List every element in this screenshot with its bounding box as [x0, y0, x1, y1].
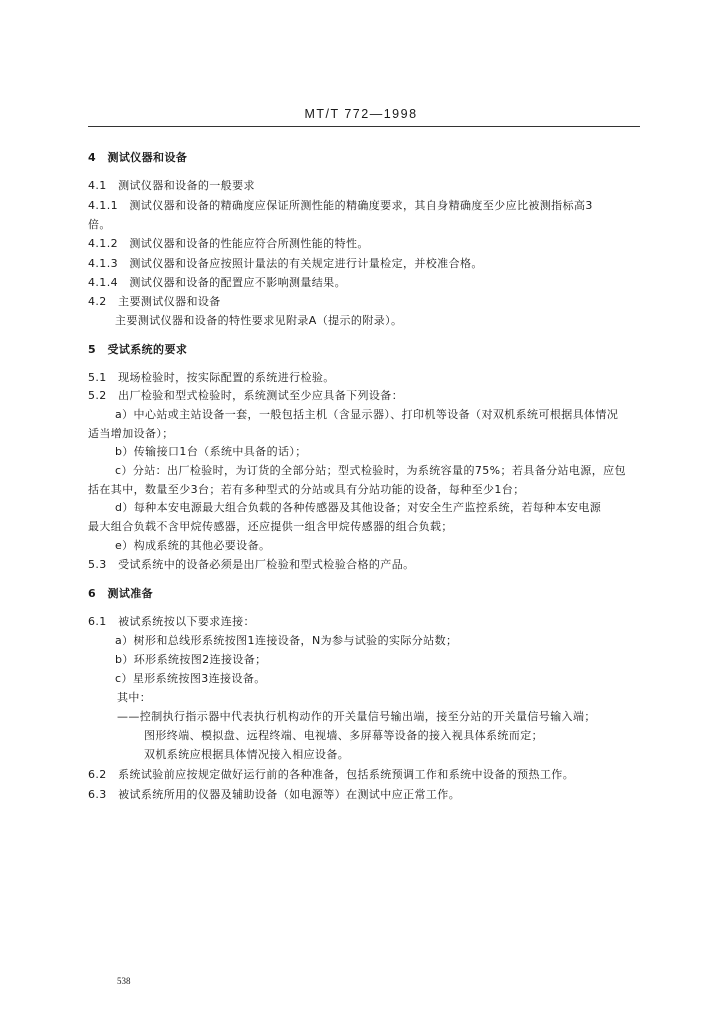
note-item-dual-system: 双机系统应根据具体情况接入相应设备。 [144, 748, 350, 761]
section-4-heading: 4 测试仪器和设备 [88, 151, 188, 164]
section-5-heading: 5 受试系统的要求 [88, 343, 188, 356]
item-5-2-a: a）中心站或主站设备一套，一般包括主机（含显示器）、打印机等设备（对双机系统可根据具体情况 [115, 408, 619, 421]
clause-4-1-4: 4.1.4 测试仪器和设备的配置应不影响测量结果。 [88, 276, 346, 289]
item-6-1-a: a）树形和总线形系统按图1连接设备，N为参与试验的实际分站数； [115, 634, 458, 647]
clause-4-1-1: 4.1.1 测试仪器和设备的精确度应保证所测性能的精确度要求，其自身精确度至少应比被测指标高3 [88, 199, 593, 212]
clause-5-1: 5.1 现场检验时，按实际配置的系统进行检验。 [88, 371, 335, 384]
item-5-2-a-cont: 适当增加设备）； [88, 427, 174, 440]
clause-6-1: 6.1 被试系统按以下要求连接： [88, 615, 255, 628]
clause-4-1-1-cont: 倍。 [88, 218, 111, 231]
clause-6-2: 6.2 系统试验前应按规定做好运行前的各种准备，包括系统预调工作和系统中设备的预热工作。 [88, 768, 575, 781]
clause-4-1: 4.1 测试仪器和设备的一般要求 [88, 179, 255, 192]
item-5-2-d: d）每种本安电源最大组合负载的各种传感器及其他设备；对安全生产监控系统，若每种本安电源 [115, 501, 602, 514]
item-6-1-b: b）环形系统按图2连接设备； [115, 653, 267, 666]
clause-4-2: 4.2 主要测试仪器和设备 [88, 295, 221, 308]
clause-4-1-3: 4.1.3 测试仪器和设备应按照计量法的有关规定进行计量检定，并校准合格。 [88, 257, 483, 270]
note-dash-item: ——控制执行指示器中代表执行机构动作的开关量信号输出端，接至分站的开关量信号输入端； [117, 710, 596, 723]
clause-5-3: 5.3 受试系统中的设备必须是出厂检验和型式检验合格的产品。 [88, 558, 415, 571]
clause-4-2-text: 主要测试仪器和设备的特性要求见附录A（提示的附录）。 [115, 314, 403, 327]
item-5-2-c-cont: 括在其中，数量至少3台；若有多种型式的分站或具有分站功能的设备，每种至少1台； [88, 483, 525, 496]
header-rule [88, 126, 640, 127]
section-6-heading: 6 测试准备 [88, 587, 154, 600]
note-label: 其中： [117, 691, 152, 704]
clause-4-1-2: 4.1.2 测试仪器和设备的性能应符合所测性能的特性。 [88, 237, 369, 250]
item-5-2-b: b）传输接口1台（系统中具备的话）； [115, 445, 307, 458]
clause-6-3: 6.3 被试系统所用的仪器及辅助设备（如电源等）在测试中应正常工作。 [88, 788, 461, 801]
item-5-2-e: e）构成系统的其他必要设备。 [115, 539, 271, 552]
item-5-2-d-cont: 最大组合负载不含甲烷传感器，还应提供一组含甲烷传感器的组合负载； [88, 520, 453, 533]
standard-number-header: MT/T 772—1998 [304, 107, 418, 121]
note-item-terminals: 图形终端、模拟盘、远程终端、电视墙、多屏幕等设备的接入视具体系统而定； [144, 729, 543, 742]
clause-5-2: 5.2 出厂检验和型式检验时，系统测试至少应具备下列设备： [88, 389, 404, 402]
page-number: 538 [117, 976, 131, 986]
item-5-2-c: c）分站：出厂检验时，为订货的全部分站；型式检验时，为系统容量的75%；若具备分站电源，应包 [115, 464, 626, 477]
item-6-1-c: c）星形系统按图3连接设备。 [115, 672, 266, 685]
